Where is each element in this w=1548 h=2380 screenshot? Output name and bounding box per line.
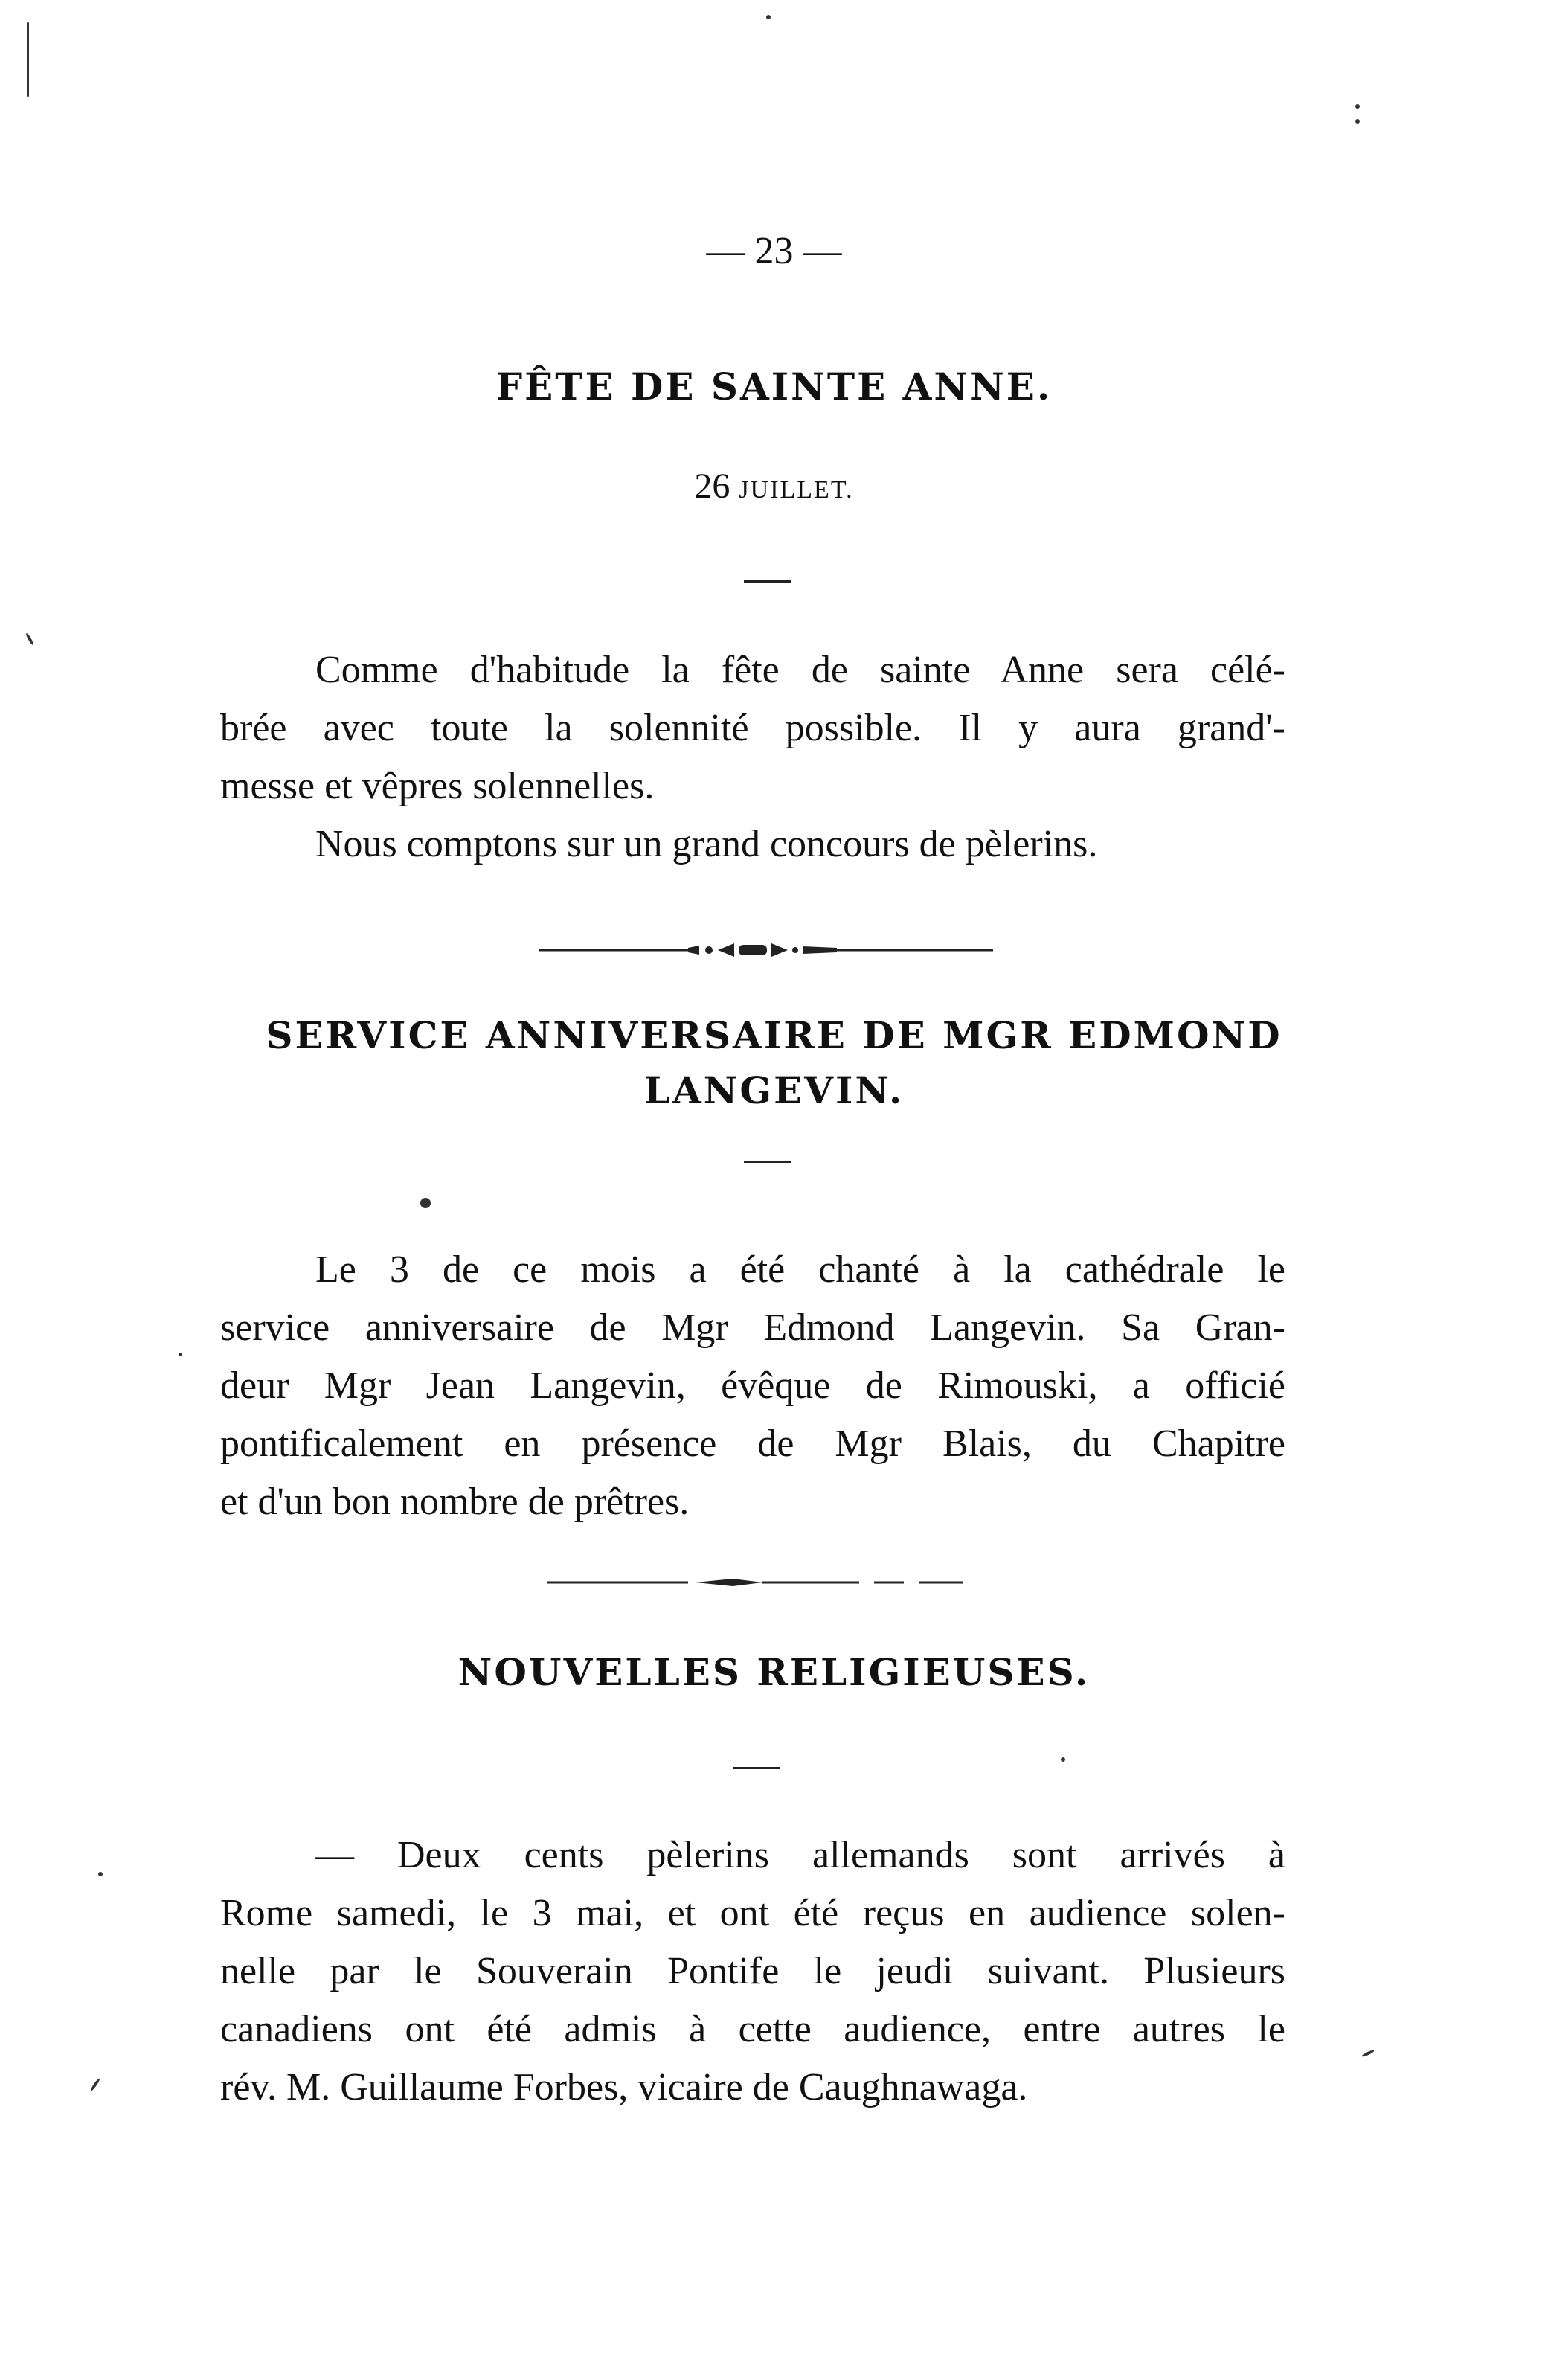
- short-rule: [744, 1161, 791, 1163]
- text-line: Rome samedi, le 3 mai, et ont été reçus en audience solen-: [220, 1892, 1285, 1934]
- text-line: et d'un bon nombre de prêtres.: [220, 1481, 690, 1523]
- scan-mark: [1361, 2049, 1375, 2057]
- scan-mark: [98, 1872, 103, 1876]
- text-line: messe et vêpres solennelles.: [220, 765, 655, 807]
- text-line: service anniversaire de Mgr Edmond Langevin. Sa Gran-: [220, 1306, 1285, 1349]
- section-title-service-line2: LANGEVIN.: [643, 1068, 905, 1112]
- scan-mark: [1061, 1757, 1065, 1762]
- text-line: pontificalement en présence de Mgr Blais, du Chapitre: [220, 1422, 1285, 1465]
- text-line: Nous comptons sur un grand concours de pèlerins.: [315, 823, 1098, 865]
- text-line: canadiens ont été admis à cette audience, entre autres le: [220, 2008, 1285, 2050]
- scan-mark: [25, 632, 34, 646]
- text-line: nelle par le Souverain Pontife le jeudi suivant. Plusieurs: [220, 1950, 1285, 1992]
- date-line: [0, 466, 1548, 507]
- scan-mark: [27, 22, 29, 97]
- text-line: rév. M. Guillaume Forbes, vicaire de Caughnawaga.: [220, 2066, 1028, 2108]
- text-line: deur Mgr Jean Langevin, évêque de Rimouski, a officié: [220, 1364, 1285, 1407]
- scan-mark: [90, 2078, 101, 2092]
- scan-mark: [179, 1353, 182, 1356]
- paragraph-service: [220, 1241, 1285, 1531]
- scan-mark: [766, 15, 771, 19]
- scan-mark: [1355, 119, 1360, 124]
- text-line: brée avec toute la solennité possible. Il y aura grand'-: [220, 707, 1285, 749]
- short-rule: [744, 580, 791, 583]
- short-rule: [733, 1767, 780, 1769]
- text-line: Le 3 de ce mois a été chanté à la cathédrale le: [315, 1248, 1285, 1291]
- paragraph-nouvelles: [220, 1826, 1285, 2117]
- date-month: JUILLET.: [739, 476, 854, 504]
- ornament-divider: [539, 939, 993, 961]
- paragraph-fete: [220, 641, 1285, 873]
- text-line: — Deux cents pèlerins allemands sont arrivés à: [315, 1834, 1285, 1876]
- scan-mark: [420, 1198, 431, 1208]
- page-number: — 23 —: [706, 230, 842, 272]
- section-title-nouvelles: NOUVELLES RELIGIEUSES.: [457, 1650, 1091, 1694]
- section-title-fete-sainte-anne: FÊTE DE SAINTE ANNE.: [495, 365, 1053, 408]
- date-day: 26: [694, 466, 730, 506]
- text-line: Comme d'habitude la fête de sainte Anne sera célé-: [315, 649, 1285, 691]
- section-title-service-line1: SERVICE ANNIVERSAIRE DE MGR EDMOND: [266, 1013, 1282, 1057]
- scan-mark: [1355, 104, 1360, 109]
- ornament-divider: [547, 1574, 963, 1591]
